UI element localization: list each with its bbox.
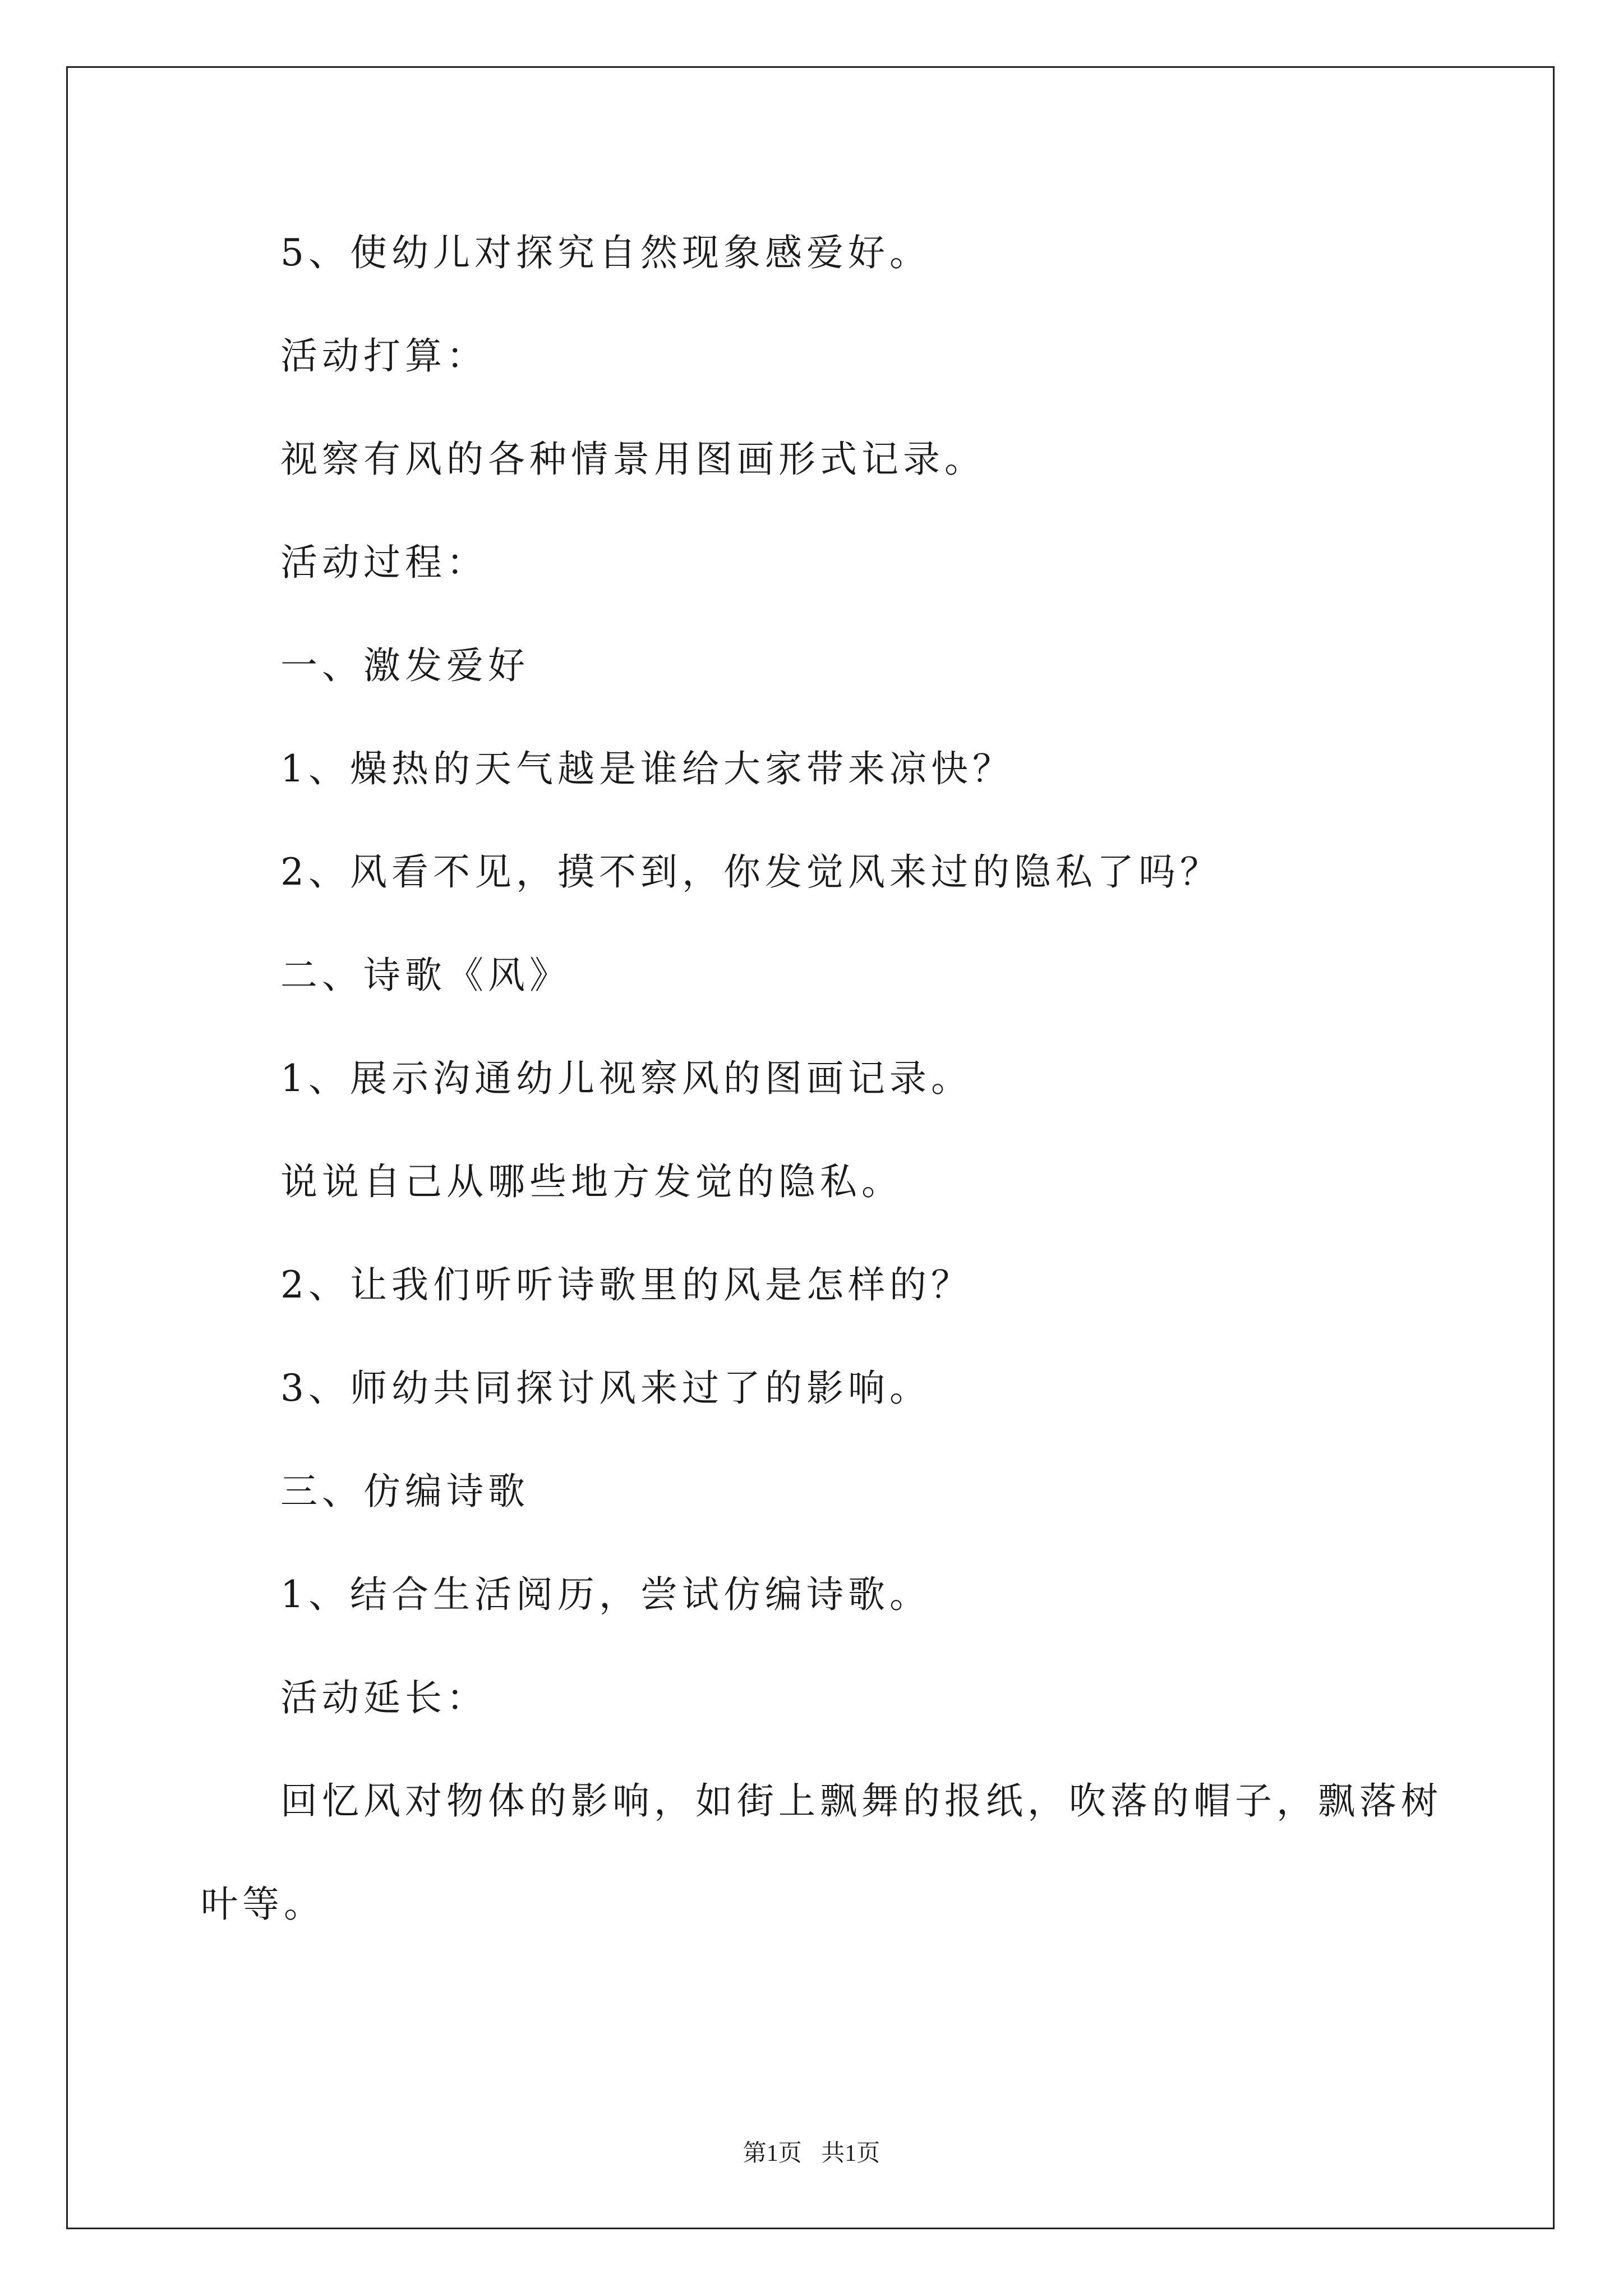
paragraph: 视察有风的各种情景用图画形式记录。 xyxy=(280,438,986,481)
paragraph: 1、展示沟通幼儿视察风的图画记录。 xyxy=(280,1057,972,1100)
paragraph-continuation: 叶等。 xyxy=(201,1883,325,1926)
paragraph: 活动打算： xyxy=(280,334,488,378)
paragraph: 回忆风对物体的影响，如街上飘舞的报纸，吹落的帽子，飘落树 xyxy=(280,1779,1442,1823)
paragraph: 活动延长： xyxy=(280,1676,488,1719)
paragraph: 2、让我们听听诗歌里的风是怎样的？ xyxy=(280,1263,972,1306)
page-total: 共1页 xyxy=(821,2141,880,2166)
paragraph: 5、使幼儿对探究自然现象感爱好。 xyxy=(280,231,931,274)
paragraph: 2、风看不见，摸不到，你发觉风来过的隐私了吗？ xyxy=(280,850,1221,894)
page-footer xyxy=(0,2134,1623,2168)
paragraph: 三、仿编诗歌 xyxy=(280,1470,529,1513)
paragraph: 二、诗歌《风》 xyxy=(280,954,571,997)
paragraph: 3、师幼共同探讨风来过了的影响。 xyxy=(280,1366,931,1410)
page-number: 第1页 xyxy=(743,2141,802,2166)
paragraph: 活动过程： xyxy=(280,541,488,584)
paragraph: 说说自己从哪些地方发觉的隐私。 xyxy=(280,1160,903,1203)
paragraph: 1、燥热的天气越是谁给大家带来凉快？ xyxy=(280,747,1014,790)
paragraph: 1、结合生活阅历，尝试仿编诗歌。 xyxy=(280,1573,931,1616)
paragraph: 一、激发爱好 xyxy=(280,644,529,687)
